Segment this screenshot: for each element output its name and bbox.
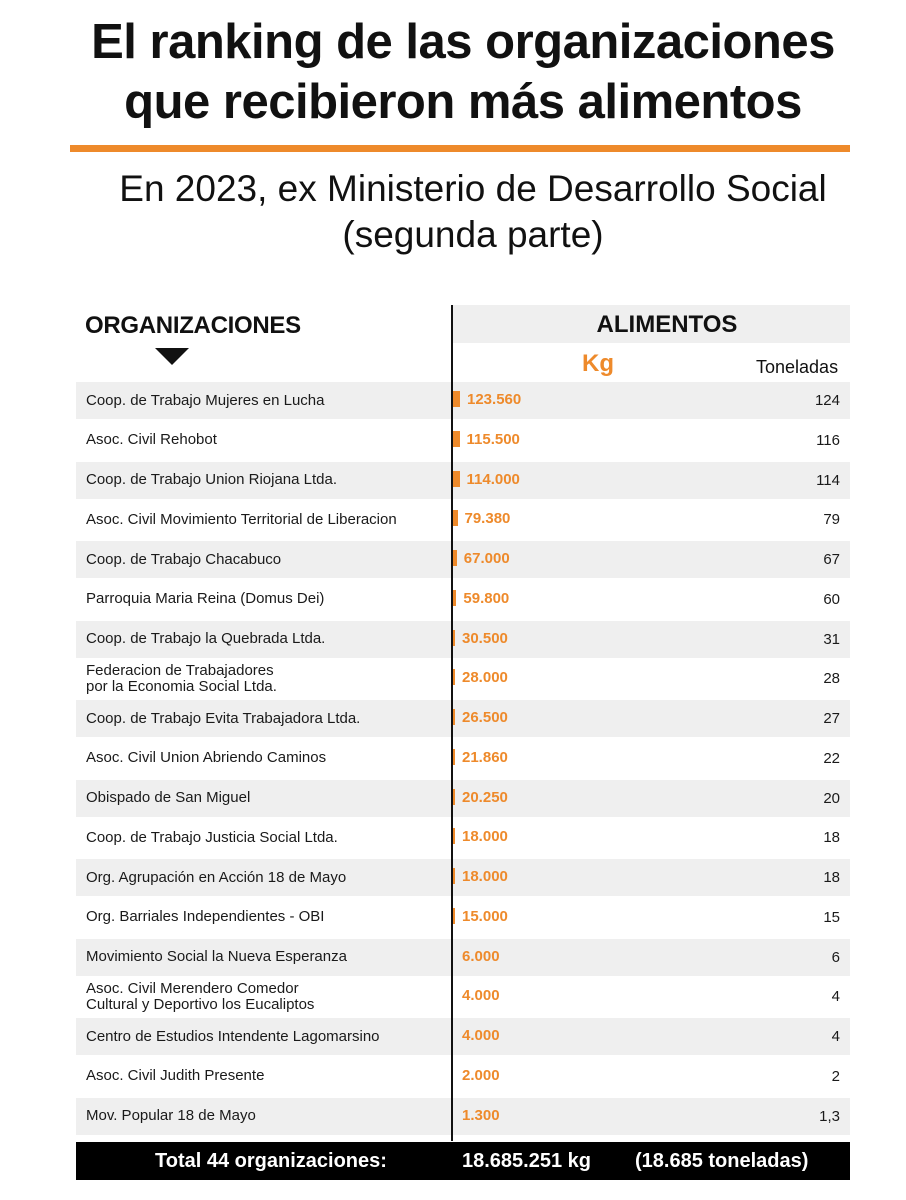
organization-name: Asoc. Civil Union Abriendo Caminos: [86, 749, 327, 767]
toneladas-value: 67: [823, 551, 840, 568]
kg-bar: [453, 908, 455, 924]
title-line-2: que recibieron más alimentos: [124, 75, 802, 129]
table-row: [76, 1018, 850, 1055]
toneladas-value: 18: [823, 829, 840, 847]
table-row: [76, 978, 850, 1015]
kg-value: 21.860: [462, 748, 508, 766]
table-row: [76, 422, 850, 459]
total-row: [76, 1142, 850, 1180]
toneladas-value: 28: [823, 670, 840, 688]
kg-value: 115.500: [466, 430, 520, 448]
kg-value: 79.380: [464, 510, 511, 528]
total-kg: 18.685.251 kg: [462, 1150, 591, 1172]
kg-value: 20.250: [462, 788, 508, 806]
toneladas-value: 22: [823, 749, 840, 767]
table-row: [76, 382, 850, 419]
total-toneladas: (18.685 toneladas): [635, 1150, 809, 1172]
organization-name: Coop. de Trabajo Mujeres en Lucha: [86, 391, 325, 409]
table-row: [76, 939, 850, 976]
toneladas-value: 4: [831, 1028, 840, 1045]
table-row: [76, 581, 850, 618]
organization-name: Coop. de Trabajo la Quebrada Ltda.: [86, 630, 326, 647]
kg-bar: [453, 590, 456, 606]
organization-name: Coop. de Trabajo Justicia Social Ltda.: [86, 828, 338, 846]
kg-value: 18.000: [462, 828, 508, 846]
table-row: [76, 740, 850, 777]
table-row: [76, 1098, 850, 1135]
toneladas-value: 2: [831, 1067, 840, 1085]
column-header-toneladas: Toneladas: [756, 357, 839, 377]
table-row: [76, 462, 850, 499]
toneladas-value: 114: [816, 471, 840, 489]
toneladas-value: 18: [823, 869, 840, 886]
organization-name: Parroquia Maria Reina (Domus Dei): [86, 590, 325, 608]
column-header-kg: Kg: [582, 350, 614, 377]
kg-value: 1.300: [462, 1106, 500, 1124]
table-row: [76, 621, 850, 658]
kg-bar: [453, 471, 460, 487]
kg-bar: [453, 868, 455, 884]
table-row: [76, 819, 850, 856]
toneladas-value: 116: [816, 431, 840, 449]
organization-name: Federacion de Trabajadores por la Economia Social Ltda.: [86, 661, 277, 695]
kg-value: 26.500: [462, 709, 508, 726]
toneladas-value: 31: [823, 630, 840, 648]
organization-name: Asoc. Civil Movimiento Territorial de Liberacion: [86, 510, 397, 528]
table-row: [76, 1058, 850, 1095]
kg-value: 59.800: [463, 589, 510, 607]
toneladas-value: 1,3: [819, 1107, 840, 1125]
toneladas-value: 6: [831, 948, 840, 966]
table-row: [76, 660, 850, 697]
kg-bar: [453, 550, 457, 566]
toneladas-value: 15: [823, 908, 840, 926]
kg-value: 4.000: [462, 1027, 500, 1044]
kg-bar: [453, 510, 458, 526]
kg-bar: [453, 828, 455, 844]
kg-value: 18.000: [462, 868, 508, 885]
organization-name: Coop. de Trabajo Union Riojana Ltda.: [86, 471, 338, 488]
kg-value: 30.500: [462, 629, 508, 647]
toneladas-value: 20: [823, 789, 840, 807]
kg-value: 2.000: [462, 1066, 500, 1084]
subtitle-line-1: En 2023, ex Ministerio de Desarrollo Social: [119, 168, 827, 209]
organization-name: Org. Agrupación en Acción 18 de Mayo: [86, 868, 347, 886]
column-divider: [451, 305, 453, 1141]
organization-name: Org. Barriales Independientes - OBI: [86, 908, 325, 926]
organization-name: Coop. de Trabajo Evita Trabajadora Ltda.: [86, 709, 361, 727]
kg-bar: [453, 391, 460, 407]
kg-value: 4.000: [462, 987, 500, 1005]
toneladas-value: 27: [823, 710, 840, 727]
table-row: [76, 700, 850, 737]
toneladas-value: 60: [823, 590, 840, 608]
organization-name: Centro de Estudios Intendente Lagomarsino: [86, 1027, 380, 1045]
organization-name: Coop. de Trabajo Chacabuco: [86, 550, 282, 568]
organization-name: Obispado de San Miguel: [86, 789, 251, 806]
toneladas-value: 124: [814, 392, 840, 409]
column-header-organizaciones: ORGANIZACIONES: [85, 312, 301, 339]
column-header-alimentos: ALIMENTOS: [596, 311, 738, 338]
kg-value: 28.000: [462, 669, 508, 687]
kg-bar: [453, 669, 455, 685]
table-row: [76, 501, 850, 538]
organization-name: Asoc. Civil Merendero Comedor Cultural y Deportivo los Eucaliptos: [86, 979, 315, 1013]
organization-name: Mov. Popular 18 de Mayo: [86, 1107, 256, 1124]
organization-name: Asoc. Civil Judith Presente: [86, 1067, 265, 1085]
kg-value: 15.000: [462, 907, 508, 925]
kg-value: 6.000: [462, 947, 500, 965]
organization-name: Movimiento Social la Nueva Esperanza: [86, 948, 347, 965]
table-row: [76, 859, 850, 896]
kg-value: 67.000: [463, 550, 510, 567]
table-row: [76, 780, 850, 817]
kg-bar: [453, 789, 455, 805]
kg-value: 114.000: [466, 470, 520, 488]
kg-value: 123.560: [467, 391, 522, 408]
table-row: [76, 541, 850, 578]
toneladas-value: 79: [823, 511, 840, 529]
kg-bar: [453, 749, 455, 765]
kg-bar: [453, 709, 455, 725]
table-row: [76, 899, 850, 936]
kg-bar: [453, 630, 455, 646]
toneladas-value: 4: [831, 988, 840, 1006]
total-label: Total 44 organizaciones:: [155, 1150, 387, 1172]
title-line-1: El ranking de las organizaciones: [91, 15, 835, 69]
subtitle-line-2: (segunda parte): [342, 214, 604, 255]
organization-name: Asoc. Civil Rehobot: [86, 431, 217, 449]
kg-bar: [453, 431, 460, 447]
